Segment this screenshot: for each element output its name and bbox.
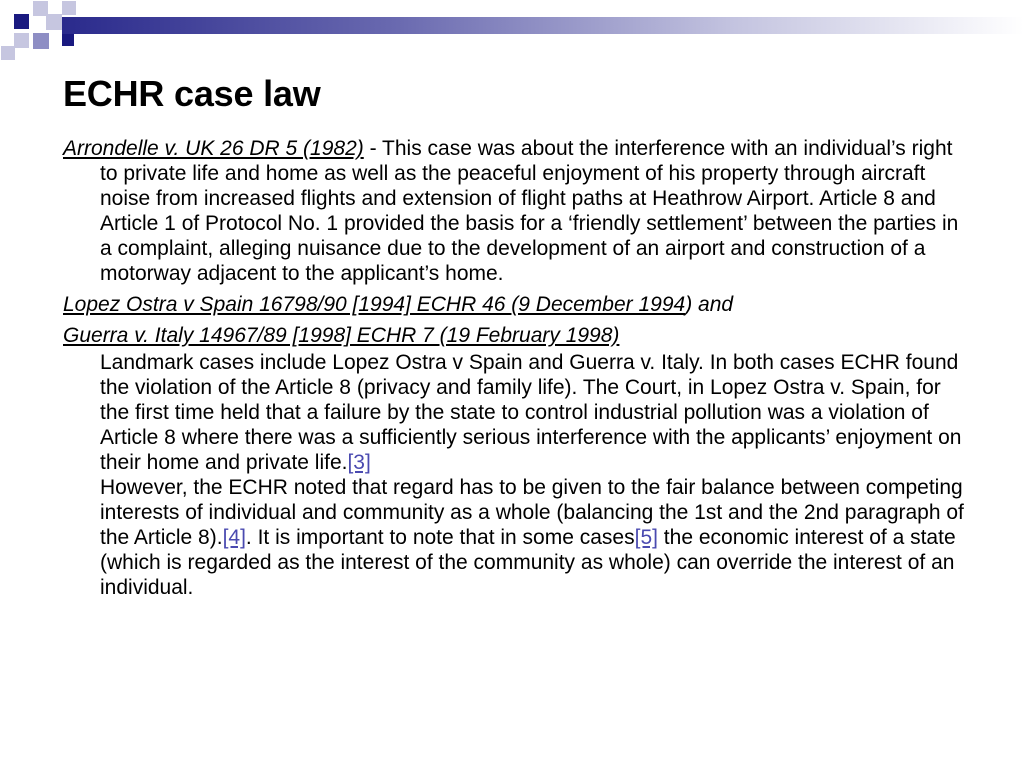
corner-square-light-5 xyxy=(1,46,15,60)
case-arrondelle-text: - This case was about the interference with an individual’s right to private life and home as well as the peaceful enjoyment of his property through aircraft noise from increased flights and extension of flight paths at Heathrow Airport. Article 8 and Article 1 of Protocol No. 1 provided the basis for a ‘friendly settlement’ between the parties in a complaint, alleging nuisance due to the development of an airport and construction of a motorway adjacent to the applicant’s home. xyxy=(100,137,959,285)
landmark-paragraph xyxy=(63,350,968,600)
footnote-link-5[interactable]: [5] xyxy=(634,526,658,549)
footnote-link-4[interactable]: [4] xyxy=(222,526,246,549)
case-arrondelle xyxy=(63,136,968,286)
corner-square-light-2 xyxy=(46,14,62,30)
corner-square-light-3 xyxy=(14,33,29,48)
landmark-text-1: Landmark cases include Lopez Ostra v Spain and Guerra v. Italy. In both cases ECHR found the violation of the Article 8 (privacy and family life). The Court, in Lopez Ostra v. Spain, for the first time held that a failure by the state to control industrial pollution was a violation of Article 8 where there was a sufficiently serious interference with the applicants’ enjoyment on their home and private life. xyxy=(100,351,962,474)
slide-content xyxy=(63,136,968,606)
landmark-text-2: However, the ECHR noted that regard has to be given to the fair balance between competing interests of individual and community as a whole (balancing the 1st and the 2nd paragraph of the Article 8). xyxy=(100,476,964,549)
case-guerra-citation: Guerra v. Italy 14967/89 [1998] ECHR 7 (19 February 1998) xyxy=(63,324,620,347)
landmark-text-4: the economic interest of a state (which is regarded as the interest of the community as whole) can override the interest of an individual. xyxy=(100,526,956,599)
corner-square-light-4 xyxy=(62,1,76,15)
case-arrondelle-citation: Arrondelle v. UK 26 DR 5 (1982) xyxy=(63,137,364,160)
case-lopez xyxy=(63,292,968,317)
landmark-text-3: . It is important to note that in some cases xyxy=(245,526,635,549)
corner-square-navy-2 xyxy=(62,34,74,46)
slide-title: ECHR case law xyxy=(63,73,321,114)
footnote-link-3[interactable]: [3] xyxy=(347,451,371,474)
corner-square-navy-1 xyxy=(14,14,29,29)
corner-square-mid xyxy=(33,33,49,49)
case-lopez-citation: Lopez Ostra v Spain 16798/90 [1994] ECHR 46 (9 December 1994 xyxy=(63,293,686,316)
header-gradient-bar xyxy=(62,17,1024,34)
case-lopez-suffix: ) and xyxy=(685,293,734,316)
case-guerra xyxy=(63,323,968,348)
